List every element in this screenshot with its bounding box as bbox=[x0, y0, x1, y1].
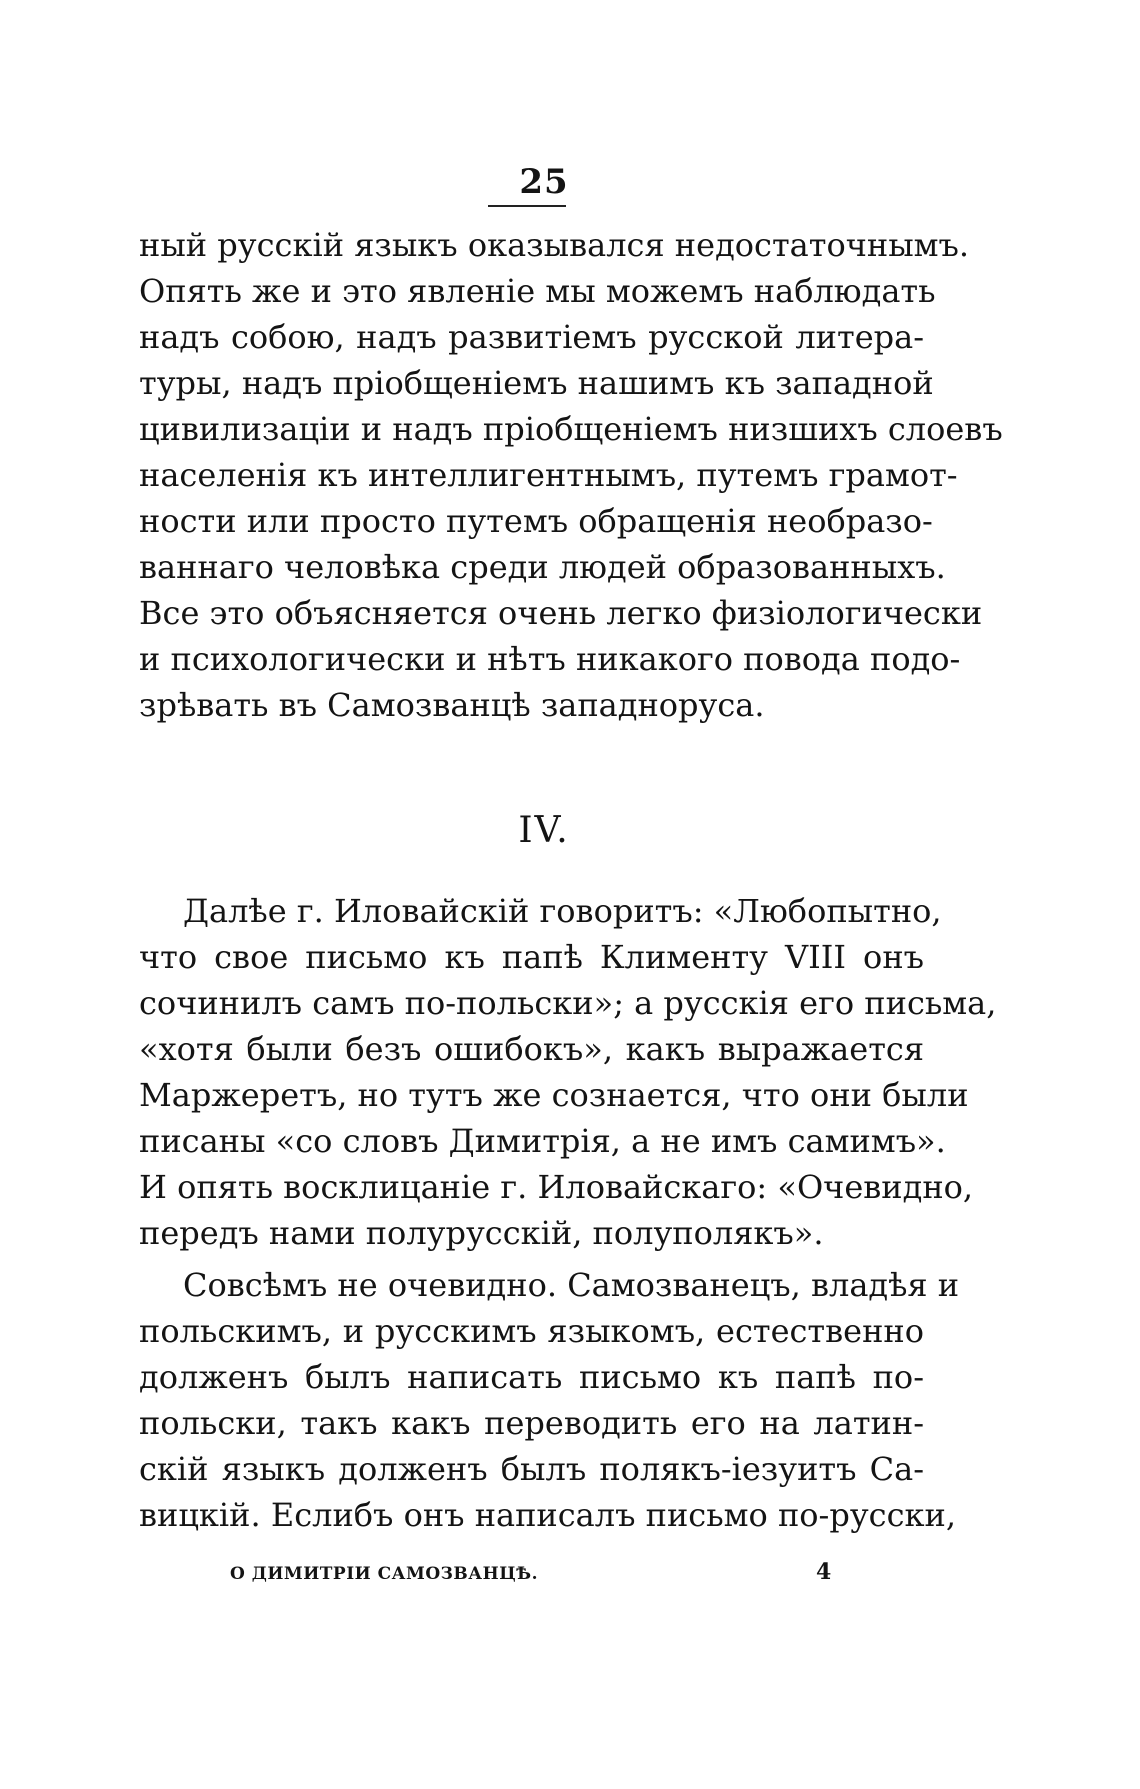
text-line: что свое письмо къ папѣ Клименту VIII онъ bbox=[139, 938, 924, 976]
text-line: ности или просто путемъ обращенія необразо- bbox=[139, 502, 933, 540]
text-line: польскимъ, и русскимъ языкомъ, естественно bbox=[139, 1312, 924, 1350]
text-line: И опять восклицаніе г. Иловайскаго: «Очевидно, bbox=[139, 1168, 974, 1206]
text-line: писаны «со словъ Димитрія, а не имъ самимъ». bbox=[139, 1122, 946, 1160]
text-line: Совсѣмъ не очевидно. Самозванецъ, владѣя и bbox=[183, 1266, 960, 1304]
text-line: вицкій. Еслибъ онъ написалъ письмо по-русски, bbox=[139, 1496, 956, 1534]
text-line: ный русскій языкъ оказывался недостаточнымъ. bbox=[139, 226, 970, 264]
text-line: долженъ былъ написать письмо къ папѣ по- bbox=[139, 1358, 924, 1396]
text-line: туры, надъ пріобщеніемъ нашимъ къ западной bbox=[139, 364, 934, 402]
text-line: зрѣвать въ Самозванцѣ западноруса. bbox=[139, 686, 765, 724]
footer-title: О ДИМИТРІИ САМОЗВАНЦѢ. bbox=[230, 1564, 539, 1584]
text-line: скій языкъ долженъ былъ полякъ-іезуитъ Са- bbox=[139, 1450, 924, 1488]
section-heading: IV. bbox=[518, 810, 570, 851]
page-number-rule bbox=[488, 205, 566, 207]
text-line: надъ собою, надъ развитіемъ русской литера- bbox=[139, 318, 924, 356]
text-line: «хотя были безъ ошибокъ», какъ выражается bbox=[139, 1030, 924, 1068]
text-line: и психологически и нѣтъ никакого повода подо- bbox=[139, 640, 961, 678]
text-line: Маржеретъ, но тутъ же сознается, что они были bbox=[139, 1076, 969, 1114]
text-line: Все это объясняется очень легко физіологически bbox=[139, 594, 983, 632]
text-line: Опять же и это явленіе мы можемъ наблюдать bbox=[139, 272, 936, 310]
text-line: передъ нами полурусскій, полуполякъ». bbox=[139, 1214, 824, 1252]
text-line: цивилизаціи и надъ пріобщеніемъ низшихъ слоевъ bbox=[139, 410, 1003, 448]
text-line: польски, такъ какъ переводить его на латин- bbox=[139, 1404, 924, 1442]
page-number: 25 bbox=[519, 162, 569, 202]
text-line: сочинилъ самъ по-польски»; а русскія его письма, bbox=[139, 984, 997, 1022]
text-line: Далѣе г. Иловайскій говоритъ: «Любопытно, bbox=[183, 892, 942, 930]
footer-signature-mark: 4 bbox=[816, 1559, 832, 1585]
text-line: ваннаго человѣка среди людей образованныхъ. bbox=[139, 548, 946, 586]
text-line: населенія къ интеллигентнымъ, путемъ грамот- bbox=[139, 456, 958, 494]
